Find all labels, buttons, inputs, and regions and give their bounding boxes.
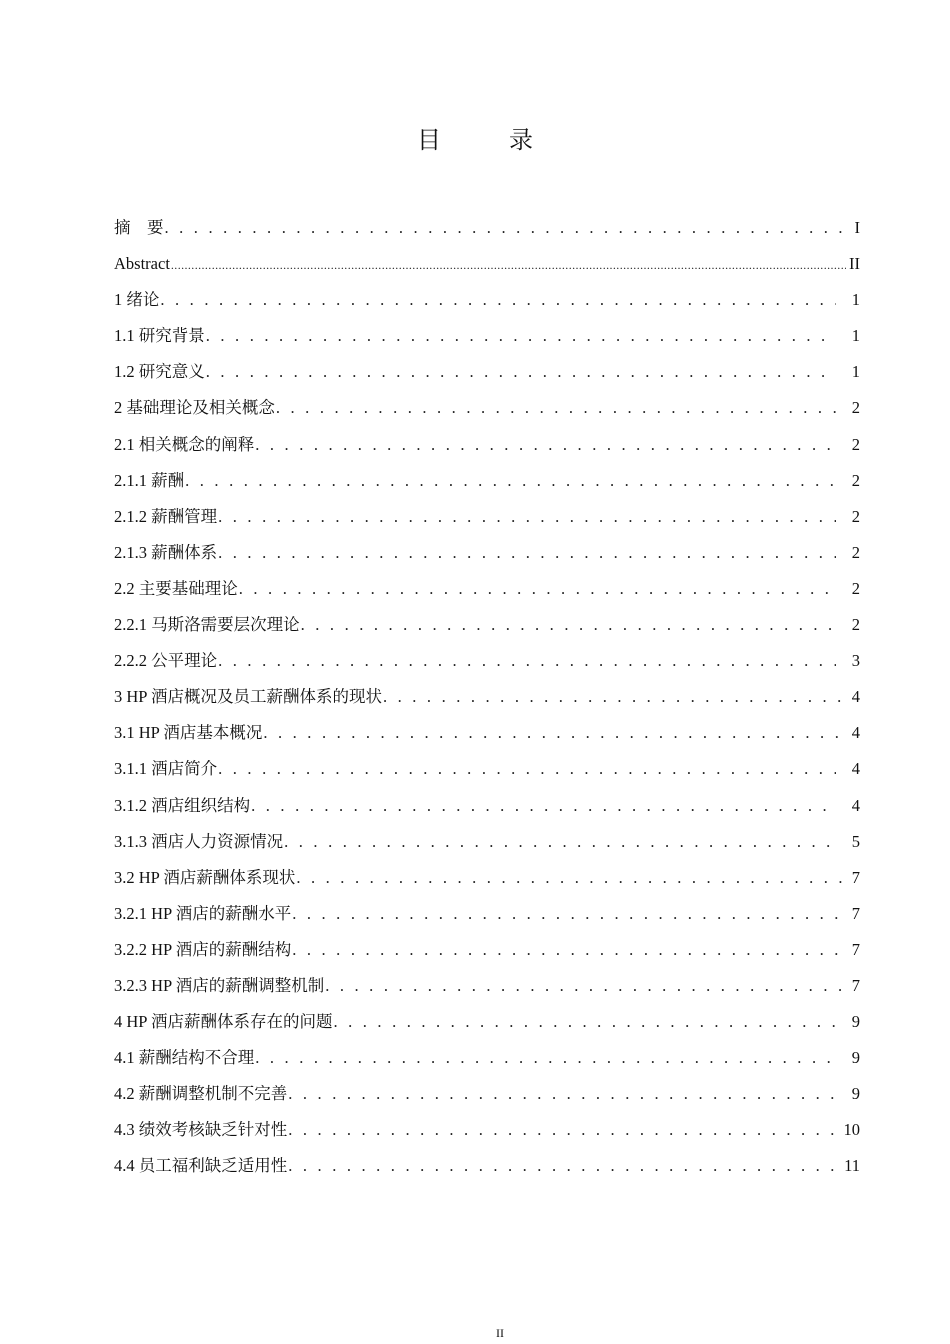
toc-entry-label: 3.2.2 HP 酒店的薪酬结构	[114, 939, 292, 959]
footer-page-number: II	[496, 1326, 504, 1340]
toc-entry-page-number: 4	[851, 759, 860, 779]
toc-dot-leader	[333, 1004, 846, 1040]
toc-entry[interactable]	[114, 390, 860, 426]
toc-entry-label: 3.2.3 HP 酒店的薪酬调整机制	[114, 975, 325, 995]
toc-entry-label: 4.2 薪酬调整机制不完善	[114, 1084, 288, 1104]
toc-entry-page-number: 2	[851, 615, 860, 635]
toc-entry-page-number: 2	[851, 434, 860, 454]
toc-entry-page-number: 4	[851, 723, 860, 743]
toc-entry[interactable]	[114, 571, 860, 607]
toc-entry-label: 1.2 研究意义	[114, 362, 205, 382]
toc-entry-label: 1 绪论	[114, 290, 160, 310]
toc-entry[interactable]	[114, 1040, 860, 1076]
toc-entry[interactable]	[114, 535, 860, 571]
toc-entry-page-number: 11	[844, 1156, 860, 1176]
toc-entry[interactable]	[114, 968, 860, 1004]
toc-dot-leader	[171, 247, 846, 283]
toc-dot-leader	[218, 643, 836, 679]
toc-entry-page-number: 9	[851, 1084, 860, 1104]
toc-entry-page-number: 7	[851, 903, 860, 923]
toc-entry[interactable]	[114, 751, 860, 787]
toc-entry-page-number: 4	[851, 687, 860, 707]
toc-entry-label: 3 HP 酒店概况及员工薪酬体系的现状	[114, 687, 382, 707]
toc-entry-label: 4 HP 酒店薪酬体系存在的问题	[114, 1012, 333, 1032]
toc-entry-page-number: 1	[851, 362, 860, 382]
toc-dot-leader	[301, 607, 836, 643]
toc-dot-leader	[218, 535, 836, 571]
toc-entry-page-number: 7	[851, 867, 860, 887]
toc-dot-leader	[206, 318, 836, 354]
toc-entry-label: 2.1.3 薪酬体系	[114, 542, 218, 562]
toc-entry-label: 4.4 员工福利缺乏适用性	[114, 1156, 288, 1176]
toc-entry[interactable]	[114, 679, 860, 715]
toc-entry[interactable]	[114, 1004, 860, 1040]
toc-dot-leader	[255, 1040, 836, 1076]
toc-entry-page-number: 2	[851, 506, 860, 526]
toc-entry-label: 4.1 薪酬结构不合理	[114, 1048, 255, 1068]
toc-entry[interactable]	[114, 1148, 860, 1184]
toc-entry-page-number: 2	[851, 542, 860, 562]
toc-entry[interactable]	[114, 860, 860, 896]
toc-entry-label: 2.2.1 马斯洛需要层次理论	[114, 615, 300, 635]
toc-dot-leader	[276, 390, 836, 426]
toc-entry-page-number: 5	[851, 831, 860, 851]
toc-entry-label: 3.1 HP 酒店基本概况	[114, 723, 263, 743]
toc-entry[interactable]	[114, 318, 860, 354]
toc-dot-leader	[160, 282, 836, 318]
toc-entry[interactable]	[114, 824, 860, 860]
toc-entry-label: 4.3 绩效考核缺乏针对性	[114, 1120, 288, 1140]
toc-entry[interactable]	[114, 932, 860, 968]
toc-entry[interactable]	[114, 354, 860, 390]
toc-entry-page-number: II	[849, 254, 860, 274]
toc-entry[interactable]	[114, 499, 860, 535]
toc-dot-leader	[239, 571, 836, 607]
toc-dot-leader	[296, 860, 846, 896]
toc-entry[interactable]	[114, 1076, 860, 1112]
toc-entry-label: 2.2 主要基础理论	[114, 578, 238, 598]
page-title: 目 录	[417, 126, 555, 154]
toc-entry-page-number: 1	[851, 326, 860, 346]
toc-entry[interactable]	[114, 715, 860, 751]
toc-dot-leader	[185, 463, 836, 499]
toc-entry[interactable]	[114, 463, 860, 499]
toc-entry-label: 3.1.1 酒店简介	[114, 759, 218, 779]
toc-entry-label: 3.2.1 HP 酒店的薪酬水平	[114, 903, 292, 923]
toc-entry-page-number: 9	[851, 1012, 860, 1032]
toc-entry-page-number: 2	[851, 578, 860, 598]
toc-entry-label: 1.1 研究背景	[114, 326, 205, 346]
toc-entry[interactable]	[114, 896, 860, 932]
toc-dot-leader	[284, 824, 836, 860]
toc-dot-leader	[218, 751, 836, 787]
toc-entry-label: 2.1.1 薪酬	[114, 470, 185, 490]
toc-dot-leader	[288, 1148, 836, 1184]
toc-entry[interactable]	[114, 607, 860, 643]
toc-dot-leader	[263, 715, 846, 751]
toc-entry-label: 2 基础理论及相关概念	[114, 398, 275, 418]
toc-entry[interactable]	[114, 246, 860, 282]
toc-entry-label: Abstract	[114, 254, 170, 274]
toc-entry[interactable]	[114, 1112, 860, 1148]
toc-entry[interactable]	[114, 282, 860, 318]
toc-entry-label: 2.1.2 薪酬管理	[114, 506, 218, 526]
toc-dot-leader	[251, 788, 836, 824]
toc-entry-page-number: 2	[851, 470, 860, 490]
toc-entry[interactable]	[114, 427, 860, 463]
toc-entry-page-number: 3	[851, 651, 860, 671]
toc-entry-page-number: 10	[843, 1120, 860, 1140]
toc-entry-page-number: 9	[851, 1048, 860, 1068]
toc-entry-label: 3.1.3 酒店人力资源情况	[114, 831, 284, 851]
toc-entry-label: 2.2.2 公平理论	[114, 651, 218, 671]
toc-dot-leader	[383, 679, 846, 715]
toc-dot-leader	[206, 354, 836, 390]
toc-entry-label: 2.1 相关概念的阐释	[114, 434, 255, 454]
toc-entry-page-number: 7	[851, 975, 860, 995]
toc-dot-leader	[255, 427, 836, 463]
toc-dot-leader	[288, 1076, 836, 1112]
toc-dot-leader	[292, 896, 846, 932]
toc-dot-leader	[218, 499, 836, 535]
toc-entry-page-number: I	[854, 218, 860, 237]
toc-entry-page-number: 2	[851, 398, 860, 418]
toc-entry-label: 摘 要	[114, 218, 164, 237]
toc-dot-leader	[292, 932, 846, 968]
toc-entry[interactable]	[114, 643, 860, 679]
toc-dot-leader	[288, 1112, 836, 1148]
toc-dot-leader	[325, 968, 846, 1004]
toc-entry-label: 3.2 HP 酒店薪酬体系现状	[114, 867, 296, 887]
toc-dot-leader	[165, 210, 847, 246]
table-of-contents	[114, 210, 860, 1185]
toc-entry-page-number: 7	[851, 939, 860, 959]
toc-entry[interactable]	[114, 788, 860, 824]
toc-entry-page-number: 1	[851, 290, 860, 310]
toc-entry[interactable]	[114, 210, 860, 246]
toc-entry-page-number: 4	[851, 795, 860, 815]
toc-entry-label: 3.1.2 酒店组织结构	[114, 795, 251, 815]
